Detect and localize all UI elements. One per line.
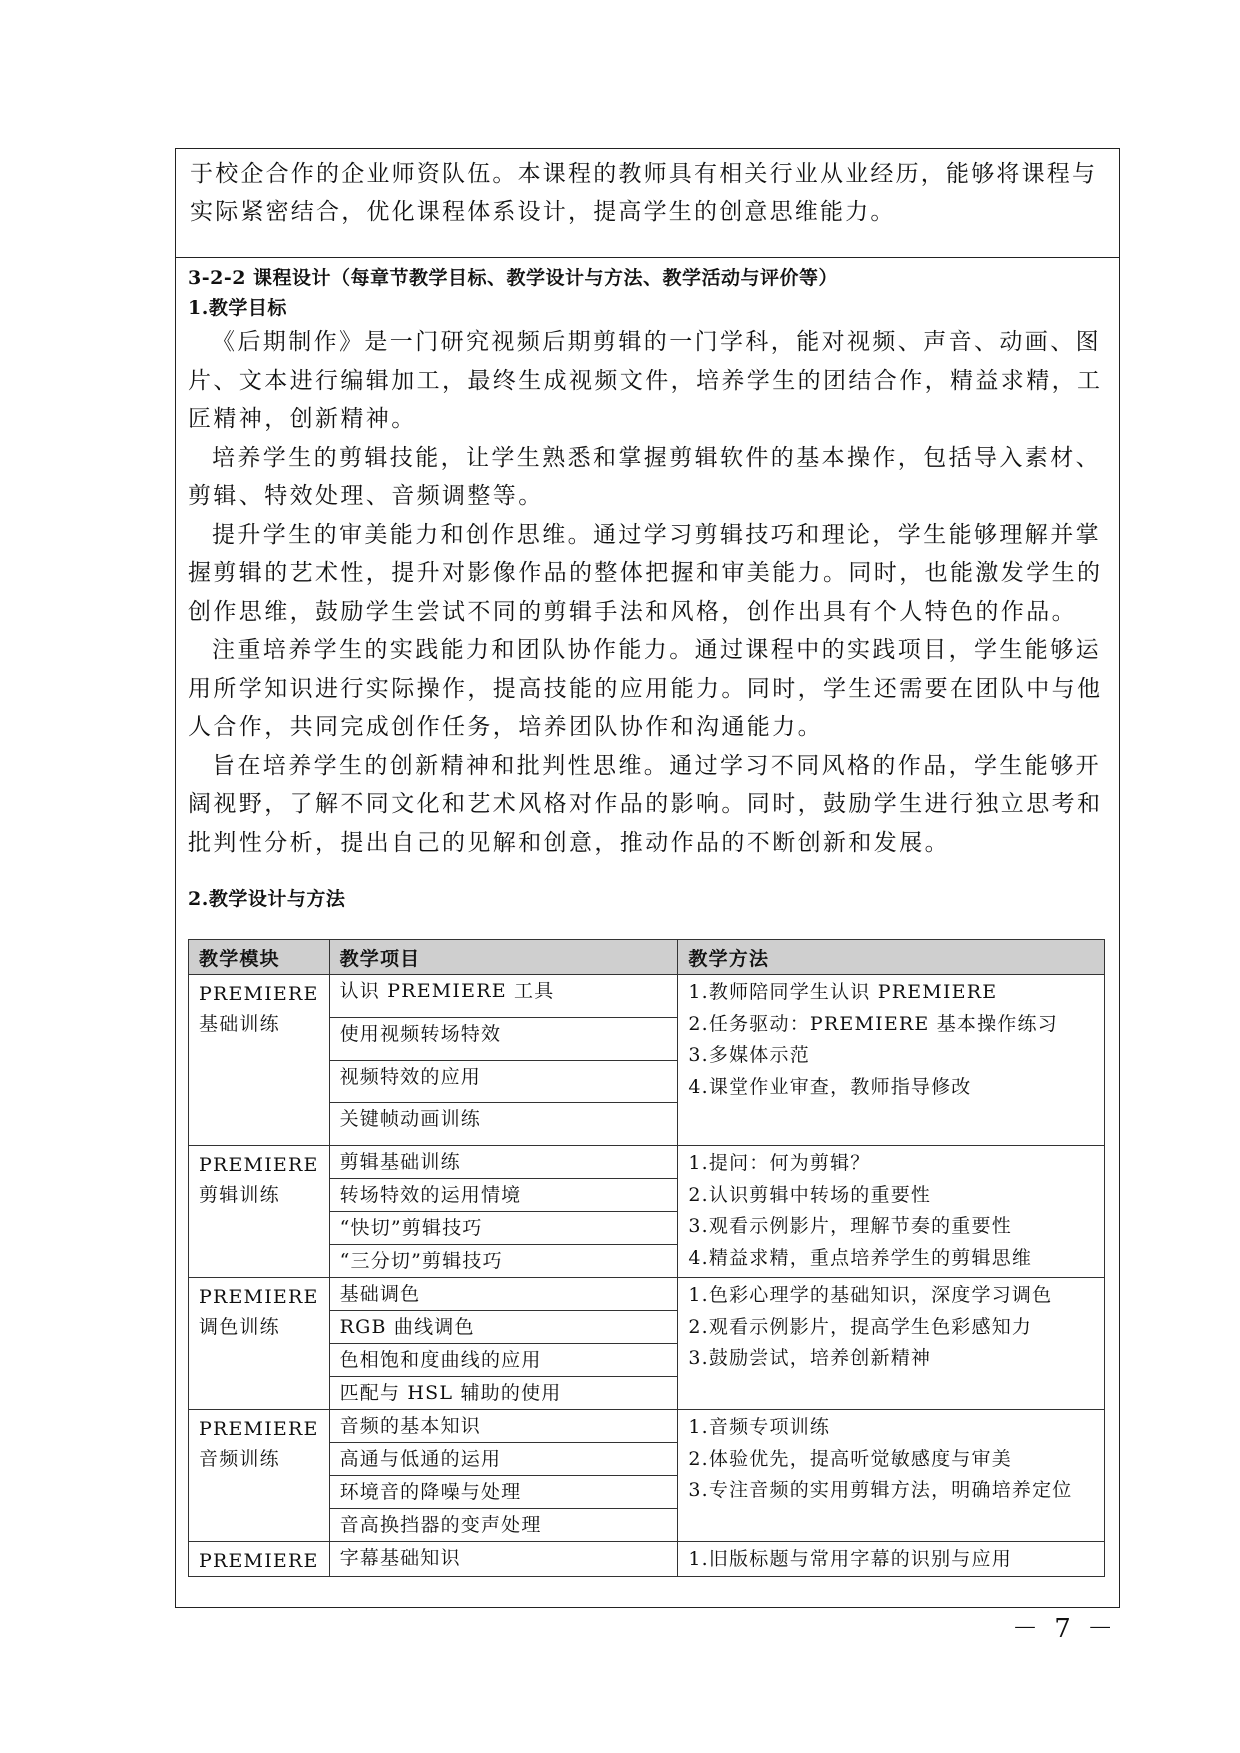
project-cell: 认识 PREMIERE 工具 bbox=[329, 975, 678, 1018]
method-line: 3.鼓励尝试，培养创新精神 bbox=[688, 1347, 932, 1369]
project-cell: 视频特效的应用 bbox=[329, 1060, 678, 1103]
module-name-line1: PREMIERE bbox=[199, 1154, 319, 1176]
table-row bbox=[189, 1278, 1105, 1311]
method-line: 2.观看示例影片，提高学生色彩感知力 bbox=[688, 1315, 1033, 1338]
method-line: 2.体验优先，提高听觉敏感度与审美 bbox=[688, 1447, 1012, 1470]
project-cell: 高通与低通的运用 bbox=[329, 1443, 678, 1476]
project-cell: 匹配与 HSL 辅助的使用 bbox=[329, 1377, 678, 1410]
section-heading: 3-2-2 课程设计（每章节教学目标、教学设计与方法、教学活动与评价等） bbox=[188, 267, 839, 289]
method-cell bbox=[678, 1542, 1105, 1577]
project-cell: 基础调色 bbox=[329, 1278, 678, 1311]
method-line: 3.观看示例影片，理解节奏的重要性 bbox=[688, 1215, 1012, 1237]
header-project: 教学项目 bbox=[329, 940, 678, 975]
module-name-line2: 基础训练 bbox=[199, 1013, 280, 1035]
module-name-line1: PREMIERE bbox=[199, 1550, 319, 1572]
table-header-row bbox=[189, 940, 1105, 975]
method-line: 3.多媒体示范 bbox=[688, 1044, 810, 1066]
module-name-line2: 调色训练 bbox=[199, 1316, 280, 1338]
project-cell: 字幕基础知识 bbox=[329, 1542, 678, 1577]
method-line: 3.专注音频的实用剪辑方法，明确培养定位 bbox=[688, 1479, 1073, 1501]
method-line: 4.精益求精，重点培养学生的剪辑思维 bbox=[688, 1246, 1033, 1269]
goal-paragraph: 培养学生的剪辑技能，让学生熟悉和掌握剪辑软件的基本操作，包括导入素材、剪辑、特效处理、音频调整等。 bbox=[188, 444, 1101, 509]
module-name-line1: PREMIERE bbox=[199, 983, 319, 1005]
method-line: 4.课堂作业审查，教师指导修改 bbox=[688, 1075, 972, 1098]
project-cell: 音频的基本知识 bbox=[329, 1410, 678, 1443]
project-cell: 色相饱和度曲线的应用 bbox=[329, 1344, 678, 1377]
method-line: 1.色彩心理学的基础知识，深度学习调色 bbox=[688, 1284, 1053, 1306]
project-cell: 环境音的降噪与处理 bbox=[329, 1476, 678, 1509]
method-line: 1.旧版标题与常用字幕的识别与应用 bbox=[688, 1548, 1012, 1570]
table-row bbox=[189, 1146, 1105, 1179]
module-name-line1: PREMIERE bbox=[199, 1286, 319, 1308]
intro-paragraph: 于校企合作的企业师资队伍。本课程的教师具有相关行业从业经历，能够将课程与实际紧密结合，优化课程体系设计，提高学生的创意思维能力。 bbox=[190, 161, 1098, 225]
module-cell bbox=[189, 1542, 330, 1577]
method-cell bbox=[678, 1410, 1105, 1542]
table-row bbox=[189, 1542, 1105, 1577]
project-cell: 音高换挡器的变声处理 bbox=[329, 1509, 678, 1542]
method-line: 2.任务驱动：PREMIERE 基本操作练习 bbox=[688, 1012, 1058, 1035]
project-cell: 关键帧动画训练 bbox=[329, 1103, 678, 1146]
module-cell bbox=[189, 1410, 330, 1542]
module-name-line2: 音频训练 bbox=[199, 1448, 280, 1470]
header-method: 教学方法 bbox=[678, 940, 1105, 975]
module-name-line2: 剪辑训练 bbox=[199, 1184, 280, 1206]
teaching-goals-heading: 1.教学目标 bbox=[188, 297, 287, 319]
module-cell bbox=[189, 1146, 330, 1278]
goal-paragraph: 注重培养学生的实践能力和团队协作能力。通过课程中的实践项目，学生能够运用所学知识进行实际操作，提高技能的应用能力。同时，学生还需要在团队中与他人合作，共同完成创作任务，培养团队协作和沟通能力。 bbox=[188, 637, 1103, 740]
teaching-goals-body bbox=[188, 323, 1107, 862]
section-header bbox=[188, 263, 1109, 323]
table-row bbox=[189, 1410, 1105, 1443]
goal-paragraph: 旨在培养学生的创新精神和批判性思维。通过学习不同风格的作品，学生能够开阔视野，了解不同文化和艺术风格对作品的影响。同时，鼓励学生进行独立思考和批判性分析，提出自己的见解和创意，推动作品的不断创新和发展。 bbox=[188, 752, 1103, 856]
goal-paragraph: 《后期制作》是一门研究视频后期剪辑的一门学科，能对视频、声音、动画、图片、文本进行编辑加工，最终生成视频文件，培养学生的团结合作，精益求精，工匠精神，创新精神。 bbox=[188, 329, 1103, 432]
header-module: 教学模块 bbox=[189, 940, 330, 975]
project-cell: 使用视频转场特效 bbox=[329, 1017, 678, 1060]
project-cell: “三分切”剪辑技巧 bbox=[329, 1245, 678, 1278]
section-divider bbox=[176, 257, 1119, 258]
module-name-line1: PREMIERE bbox=[199, 1418, 319, 1440]
method-cell bbox=[678, 1146, 1105, 1278]
method-cell bbox=[678, 975, 1105, 1146]
module-cell bbox=[189, 975, 330, 1146]
content-frame bbox=[175, 148, 1120, 1608]
teaching-plan-table bbox=[188, 939, 1105, 1577]
method-cell bbox=[678, 1278, 1105, 1410]
project-cell: RGB 曲线调色 bbox=[329, 1311, 678, 1344]
project-cell: 剪辑基础训练 bbox=[329, 1146, 678, 1179]
page-number: － 7 － bbox=[1012, 1614, 1118, 1644]
method-line: 1.音频专项训练 bbox=[688, 1416, 831, 1438]
method-line: 1.提问：何为剪辑？ bbox=[688, 1152, 871, 1174]
method-line: 2.认识剪辑中转场的重要性 bbox=[688, 1183, 932, 1206]
table-row bbox=[189, 975, 1105, 1018]
goal-paragraph: 提升学生的审美能力和创作思维。通过学习剪辑技巧和理论，学生能够理解并掌握剪辑的艺术性，提升对影像作品的整体把握和审美能力。同时，也能激发学生的创作思维，鼓励学生尝试不同的剪辑手法和风格，创作出具有个人特色的作品。 bbox=[188, 521, 1103, 625]
design-methods-heading: 2.教学设计与方法 bbox=[188, 888, 346, 910]
module-cell bbox=[189, 1278, 330, 1410]
method-line: 1.教师陪同学生认识 PREMIERE bbox=[688, 981, 998, 1003]
project-cell: 转场特效的运用情境 bbox=[329, 1179, 678, 1212]
project-cell: “快切”剪辑技巧 bbox=[329, 1212, 678, 1245]
